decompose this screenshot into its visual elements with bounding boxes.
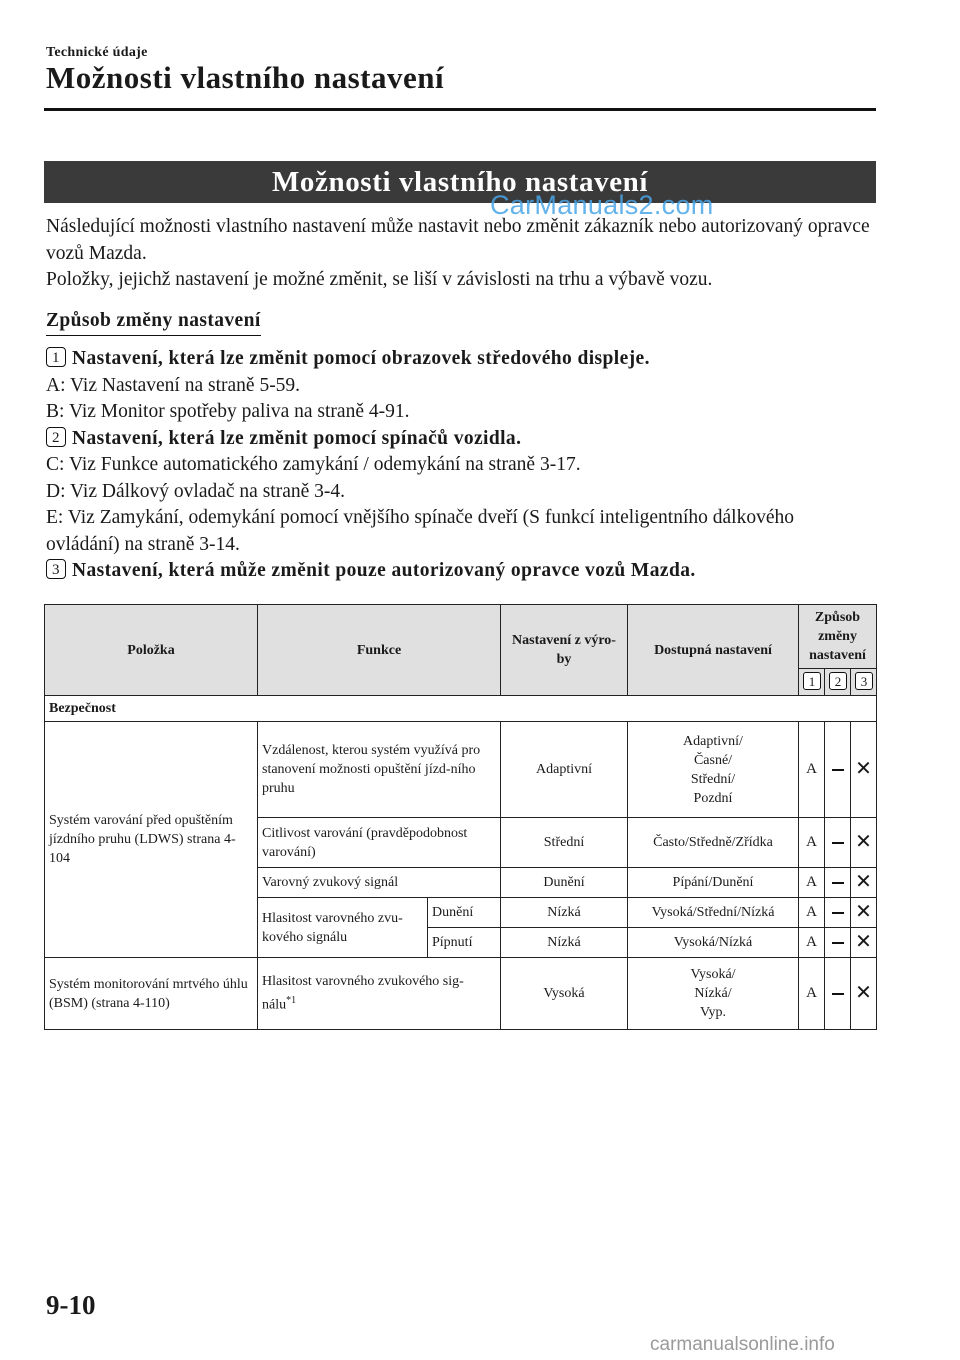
cross-icon: ✕: [851, 722, 877, 818]
watermark-logo: CarManuals2.com: [490, 190, 714, 220]
dash-icon: [825, 898, 851, 928]
method-ref-e: E: Viz Zamykání, odemykání pomocí vnějšího spínače dveří (S funkcí inteligentního dálkového ovládání) na straně 3-14.: [46, 507, 794, 555]
available-option: Nízká/: [694, 986, 732, 1001]
header-function: Funkce: [258, 605, 501, 696]
number-1-icon: 1: [46, 347, 66, 367]
number-3-icon: 3: [855, 672, 873, 690]
bsm-item: Systém monitorování mrtvého úhlu (BSM) (strana 4-110): [45, 958, 258, 1030]
settings-table: [44, 604, 877, 1030]
method-ref-a: A: Viz Nastavení na straně 5-59.: [46, 374, 301, 396]
table-row: [45, 958, 877, 1030]
header-method-1: [799, 669, 825, 696]
method-2-title: [46, 426, 876, 453]
method-2-label: Nastavení, která lze změnit pomocí spínačů vozidla.: [72, 427, 522, 449]
dash-icon: [825, 958, 851, 1030]
header-method: Způsob změny nastavení: [799, 605, 877, 669]
number-1-icon: 1: [803, 672, 821, 690]
header-available: Dostupná nastavení: [628, 605, 799, 696]
row-factory: Nízká: [501, 898, 628, 928]
row-available: [628, 958, 799, 1030]
row-factory: Střední: [501, 818, 628, 868]
row-factory: Dunění: [501, 868, 628, 898]
method-1-value: A: [799, 722, 825, 818]
number-2-icon: 2: [829, 672, 847, 690]
section-label: Technické údaje: [46, 45, 148, 60]
method-3-title: [46, 558, 876, 585]
intro-paragraph: Následující možnosti vlastního nastavení může nastavit nebo změnit zákazník nebo autorizovaný opravce vozů Mazda.: [46, 216, 870, 264]
method-1-value: A: [799, 928, 825, 958]
row-factory: Adaptivní: [501, 722, 628, 818]
method-heading: Způsob změny nastavení: [46, 310, 261, 336]
header-method-3: [851, 669, 877, 696]
row-factory: Vysoká: [501, 958, 628, 1030]
ldws-item: Systém varování před opuštěním jízdního pruhu (LDWS) strana 4-104: [45, 722, 258, 958]
method-ref-d: D: Viz Dálkový ovladač na straně 3-4.: [46, 480, 346, 502]
cross-icon: ✕: [851, 928, 877, 958]
page-title: Možnosti vlastního nastavení: [46, 60, 445, 95]
method-1-label: Nastavení, která lze změnit pomocí obrazovek středového displeje.: [72, 348, 650, 369]
method-1-value: A: [799, 898, 825, 928]
intro-text: [46, 214, 876, 294]
available-option: Pozdní: [693, 790, 733, 806]
row-function: Hlasitost varovného zvu-kového signálu: [258, 898, 428, 958]
group-row: [45, 696, 877, 722]
title-rule: [44, 108, 876, 111]
available-option: Časné/: [693, 752, 733, 768]
page-number: 9-10: [46, 1290, 96, 1320]
method-1-title: [46, 346, 876, 373]
row-available: [628, 722, 799, 818]
dash-icon: [825, 868, 851, 898]
available-option: Adaptivní/: [683, 733, 743, 749]
dash-icon: [825, 928, 851, 958]
row-function: Citlivost varování (pravděpodobnost varování): [258, 818, 501, 868]
footer-watermark: carmanualsonline.info: [650, 1334, 835, 1355]
available-option: Vyp.: [699, 1005, 727, 1020]
row-available: Často/Středně/Zřídka: [628, 818, 799, 868]
row-function: Vzdálenost, kterou systém využívá pro stanovení možnosti opuštění jízd-ního pruhu: [258, 722, 501, 818]
row-sub-option: Pípnutí: [428, 928, 501, 958]
row-available: Vysoká/Střední/Nízká: [628, 898, 799, 928]
method-ref-c: C: Viz Funkce automatického zamykání / odemykání na straně 3-17.: [46, 454, 581, 475]
row-available: Vysoká/Nízká: [628, 928, 799, 958]
table-header-row: [45, 605, 877, 669]
row-available: Pípání/Dunění: [628, 868, 799, 898]
methods-list: [46, 346, 876, 585]
row-factory: Nízká: [501, 928, 628, 958]
available-option: Vysoká/: [690, 967, 736, 982]
method-1-value: A: [799, 868, 825, 898]
available-option: Střední/: [690, 771, 736, 787]
dash-icon: [825, 818, 851, 868]
intro-paragraph: Položky, jejichž nastavení je možné změnit, se liší v závislosti na trhu a výbavě vozu.: [46, 269, 713, 290]
cross-icon: ✕: [851, 898, 877, 928]
header-factory: Nastavení z výro-by: [501, 605, 628, 696]
number-2-icon: 2: [46, 427, 66, 447]
method-ref-b: B: Viz Monitor spotřeby paliva na straně 4-91.: [46, 401, 410, 422]
section-banner: Možnosti vlastního nastavení: [44, 161, 876, 203]
cross-icon: ✕: [851, 818, 877, 868]
row-sub-option: Dunění: [428, 898, 501, 928]
cross-icon: ✕: [851, 868, 877, 898]
number-3-icon: 3: [46, 559, 66, 579]
group-label: Bezpečnost: [45, 696, 877, 722]
cross-icon: ✕: [851, 958, 877, 1030]
header-method-2: [825, 669, 851, 696]
bsm-function-text: Hlasitost varovného zvukového sig-nálu: [262, 974, 464, 1013]
row-function: Varovný zvukový signál: [258, 868, 501, 898]
method-1-value: A: [799, 958, 825, 1030]
method-1-value: A: [799, 818, 825, 868]
row-function: [258, 958, 501, 1030]
header-item: Položka: [45, 605, 258, 696]
table-row: [45, 722, 877, 818]
footnote-mark: *1: [286, 995, 297, 1007]
dash-icon: [825, 722, 851, 818]
method-3-label: Nastavení, která může změnit pouze autorizovaný opravce vozů Mazda.: [72, 560, 696, 581]
